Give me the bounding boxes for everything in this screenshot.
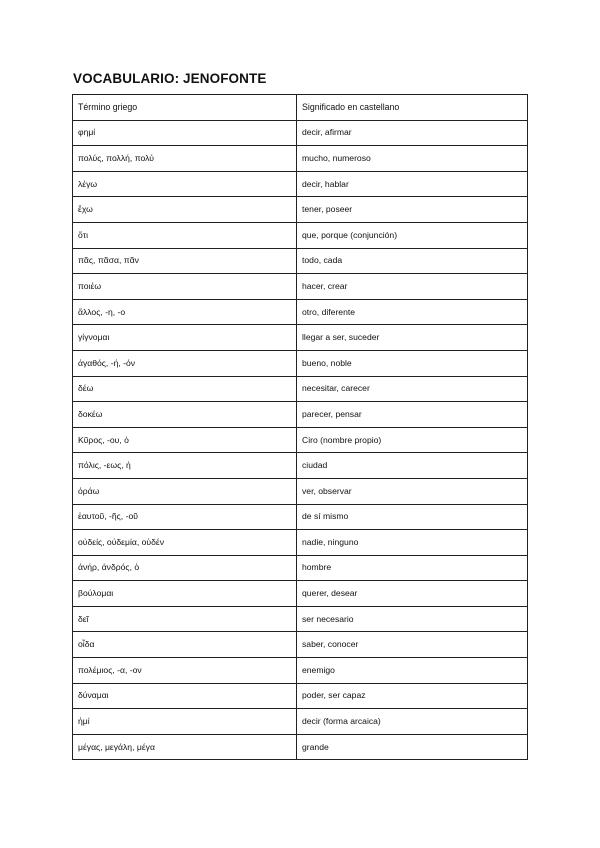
greek-term-cell: ποιέω [73,274,297,300]
table-row [73,120,528,146]
greek-term-cell: ὅτι [73,222,297,248]
greek-term-cell: δύναμαι [73,683,297,709]
vocabulary-table [72,94,528,760]
greek-term-cell: ὁράω [73,478,297,504]
meaning-cell: saber, conocer [297,632,528,658]
table-body [73,120,528,760]
table-row [73,248,528,274]
table-row [73,504,528,530]
meaning-cell: todo, cada [297,248,528,274]
table-row [73,146,528,172]
greek-term-cell: πόλις, -εως, ἡ [73,453,297,479]
greek-term-cell: οἶδα [73,632,297,658]
column-header-meaning: Significado en castellano [297,95,528,121]
table-row [73,197,528,223]
table-row [73,325,528,351]
meaning-cell: ciudad [297,453,528,479]
greek-term-cell: ἀνήρ, ἀνδρός, ὁ [73,555,297,581]
table-header-row [73,95,528,121]
table-row [73,658,528,684]
table-row [73,530,528,556]
greek-term-cell: δεῖ [73,606,297,632]
greek-term-cell: οὐδείς, οὐδεμία, οὐδέν [73,530,297,556]
greek-term-cell: δοκέω [73,402,297,428]
column-header-greek: Término griego [73,95,297,121]
meaning-cell: enemigo [297,658,528,684]
table-row [73,555,528,581]
meaning-cell: hombre [297,555,528,581]
meaning-cell: que, porque (conjunción) [297,222,528,248]
meaning-cell: de sí mismo [297,504,528,530]
meaning-cell: decir (forma arcaica) [297,709,528,735]
table-row [73,376,528,402]
meaning-cell: grande [297,734,528,760]
meaning-cell: querer, desear [297,581,528,607]
meaning-cell: ser necesario [297,606,528,632]
greek-term-cell: ἄλλος, -η, -ο [73,299,297,325]
meaning-cell: nadie, ninguno [297,530,528,556]
table-row [73,606,528,632]
table-row [73,274,528,300]
table-row [73,709,528,735]
meaning-cell: mucho, numeroso [297,146,528,172]
meaning-cell: decir, hablar [297,171,528,197]
meaning-cell: parecer, pensar [297,402,528,428]
greek-term-cell: ἔχω [73,197,297,223]
meaning-cell: ver, observar [297,478,528,504]
meaning-cell: tener, poseer [297,197,528,223]
meaning-cell: Ciro (nombre propio) [297,427,528,453]
meaning-cell: otro, diferente [297,299,528,325]
table-row [73,222,528,248]
table-row [73,171,528,197]
greek-term-cell: πολέμιος, -α, -ον [73,658,297,684]
greek-term-cell: ἠμί [73,709,297,735]
table-row [73,683,528,709]
greek-term-cell: δέω [73,376,297,402]
greek-term-cell: Κῦρος, -ου, ὁ [73,427,297,453]
meaning-cell: hacer, crear [297,274,528,300]
page-title: VOCABULARIO: JENOFONTE [73,71,267,86]
table-row [73,402,528,428]
table-row [73,453,528,479]
greek-term-cell: ἀγαθός, -ή, -όν [73,350,297,376]
table-row [73,299,528,325]
greek-term-cell: πᾶς, πᾶσα, πᾶν [73,248,297,274]
meaning-cell: necesitar, carecer [297,376,528,402]
greek-term-cell: ἑαυτοῦ, -ῆς, -οῦ [73,504,297,530]
meaning-cell: decir, afirmar [297,120,528,146]
table-row [73,427,528,453]
meaning-cell: bueno, noble [297,350,528,376]
meaning-cell: llegar a ser, suceder [297,325,528,351]
table-row [73,734,528,760]
greek-term-cell: βούλομαι [73,581,297,607]
greek-term-cell: λέγω [73,171,297,197]
greek-term-cell: φημί [73,120,297,146]
table-row [73,581,528,607]
table-row [73,350,528,376]
table-row [73,478,528,504]
meaning-cell: poder, ser capaz [297,683,528,709]
greek-term-cell: γίγνομαι [73,325,297,351]
greek-term-cell: μέγας, μεγάλη, μέγα [73,734,297,760]
greek-term-cell: πολύς, πολλή, πολύ [73,146,297,172]
table-row [73,632,528,658]
